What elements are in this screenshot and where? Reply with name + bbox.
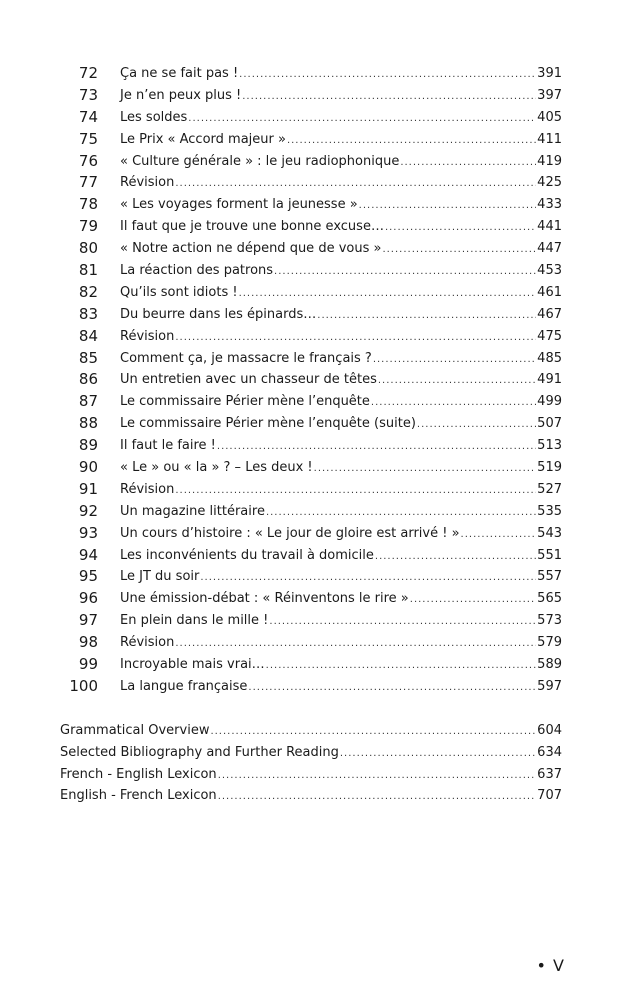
entry-title: Un cours d’histoire : « Le jour de gloire est arrivé ! »	[120, 525, 460, 541]
entry-page-number: 447	[537, 241, 562, 257]
dot-leader	[175, 633, 536, 655]
dot-leader	[188, 108, 536, 130]
entry-line	[120, 326, 562, 349]
dot-leader	[400, 152, 536, 174]
toc-entry[interactable]	[0, 566, 628, 588]
entry-line	[120, 545, 562, 568]
lesson-number: 99	[78, 655, 98, 674]
entry-line	[60, 764, 562, 787]
lesson-number: 98	[78, 633, 98, 652]
toc-entry[interactable]	[0, 238, 628, 260]
page-folio: • V	[536, 956, 565, 975]
dot-leader	[248, 677, 536, 699]
entry-line	[120, 63, 562, 86]
toc-entry[interactable]	[0, 129, 628, 151]
lesson-number: 88	[78, 414, 98, 433]
entry-line	[120, 413, 562, 436]
entry-page-number: 397	[537, 87, 562, 103]
entry-page-number: 467	[537, 306, 562, 322]
entry-title: Comment ça, je massacre le français ?	[120, 350, 372, 366]
entry-line	[120, 654, 562, 677]
entry-page-number: 441	[537, 219, 562, 235]
entry-line	[60, 720, 562, 743]
entry-line	[120, 610, 562, 633]
entry-page-number: 527	[537, 481, 562, 497]
toc-entry[interactable]	[0, 654, 628, 676]
table-of-contents	[0, 63, 628, 807]
entry-line	[120, 566, 562, 589]
entry-title: Révision	[120, 481, 175, 497]
lesson-number: 91	[78, 479, 98, 498]
dot-leader	[175, 480, 536, 502]
back-matter-entry[interactable]	[0, 764, 628, 786]
dot-leader	[378, 370, 536, 392]
dot-leader	[371, 392, 536, 414]
toc-entry[interactable]	[0, 588, 628, 610]
dot-leader	[175, 173, 536, 195]
entry-page-number: 513	[537, 438, 562, 454]
dot-leader	[239, 64, 536, 86]
entry-line	[120, 479, 562, 502]
lesson-number: 80	[78, 239, 98, 258]
entry-title: Les soldes	[120, 109, 188, 125]
dot-leader	[242, 86, 536, 108]
entry-title: Grammatical Overview	[60, 722, 210, 738]
entry-title: Ça ne se fait pas !	[120, 66, 239, 81]
toc-entry[interactable]	[0, 610, 628, 632]
toc-entry[interactable]	[0, 348, 628, 370]
entry-page-number: 461	[537, 284, 562, 300]
entry-line	[120, 238, 562, 261]
dot-leader	[359, 195, 537, 217]
back-matter-entry[interactable]	[0, 742, 628, 764]
dot-leader	[218, 765, 536, 787]
dot-leader	[461, 524, 537, 546]
dot-leader	[175, 327, 536, 349]
entry-page-number: 485	[537, 350, 562, 366]
lesson-number: 94	[78, 545, 98, 564]
lesson-number: 89	[78, 436, 98, 455]
lesson-number: 73	[78, 85, 98, 104]
dot-leader	[200, 567, 536, 589]
entry-title: Le commissaire Périer mène l’enquête	[120, 394, 370, 410]
dot-leader	[410, 589, 536, 611]
lesson-number: 92	[78, 501, 98, 520]
entry-line	[120, 369, 562, 392]
entry-title: Un magazine littéraire	[120, 503, 265, 519]
lesson-number: 97	[78, 611, 98, 630]
entry-title: Révision	[120, 328, 175, 344]
entry-title: « Notre action ne dépend que de vous »	[120, 241, 382, 257]
lesson-number: 90	[78, 458, 98, 477]
toc-entry[interactable]	[0, 479, 628, 501]
entry-line	[120, 457, 562, 480]
entry-line	[120, 435, 562, 458]
entry-title: Le Prix « Accord majeur »	[120, 131, 286, 147]
entry-page-number: 589	[537, 657, 562, 673]
dot-leader	[274, 261, 536, 283]
lesson-number: 95	[78, 567, 98, 586]
lesson-number: 72	[78, 64, 98, 82]
entry-page-number: 405	[537, 109, 562, 125]
toc-entry[interactable]	[0, 632, 628, 654]
entry-line	[120, 260, 562, 283]
toc-entry[interactable]	[0, 326, 628, 348]
lesson-number: 81	[78, 261, 98, 280]
toc-entry[interactable]	[0, 63, 628, 85]
back-matter-entry[interactable]	[0, 720, 628, 742]
entry-title: Révision	[120, 175, 175, 191]
entry-page-number: 519	[537, 460, 562, 476]
toc-entry[interactable]	[0, 282, 628, 304]
lesson-list	[0, 63, 628, 698]
entry-line	[120, 282, 562, 305]
lesson-number: 93	[78, 523, 98, 542]
lesson-number: 74	[78, 107, 98, 126]
entry-line	[120, 216, 562, 239]
dot-leader	[385, 217, 536, 239]
entry-line	[120, 172, 562, 195]
dot-leader	[218, 786, 536, 808]
entry-title: « Les voyages forment la jeunesse »	[120, 197, 358, 213]
entry-title: Qu’ils sont idiots !	[120, 284, 238, 300]
entry-page-number: 579	[537, 635, 562, 651]
entry-title: Je n’en peux plus !	[120, 87, 242, 103]
dot-leader	[373, 349, 536, 371]
dot-leader	[266, 655, 537, 677]
toc-entry[interactable]	[0, 304, 628, 326]
entry-line	[60, 742, 562, 765]
entry-title: Il faut que je trouve une bonne excuse…	[120, 219, 384, 235]
dot-leader	[382, 239, 536, 261]
entry-title: Le JT du soir	[120, 569, 200, 585]
entry-title: La réaction des patrons	[120, 263, 274, 279]
entry-page-number: 419	[537, 153, 562, 169]
entry-title: Selected Bibliography and Further Reading	[60, 744, 339, 760]
toc-entry[interactable]	[0, 391, 628, 413]
entry-title: En plein dans le mille !	[120, 613, 269, 629]
entry-title: « Le » ou « la » ? – Les deux !	[120, 460, 313, 476]
back-matter-entry[interactable]	[0, 785, 628, 807]
lesson-number: 96	[78, 589, 98, 608]
entry-line	[120, 129, 562, 152]
toc-entry[interactable]	[0, 369, 628, 391]
entry-page-number: 604	[537, 722, 562, 738]
entry-page-number: 425	[537, 175, 562, 191]
dot-leader	[314, 458, 537, 480]
entry-line	[120, 348, 562, 371]
entry-page-number: 453	[537, 263, 562, 279]
entry-line	[120, 588, 562, 611]
entry-title: Du beurre dans les épinards…	[120, 306, 317, 322]
entry-page-number: 573	[537, 613, 562, 629]
dot-leader	[269, 611, 536, 633]
dot-leader	[375, 546, 536, 568]
entry-title: Il faut le faire !	[120, 438, 216, 454]
entry-title: Un entretien avec un chasseur de têtes	[120, 372, 377, 388]
entry-page-number: 543	[537, 525, 562, 541]
lesson-number: 82	[78, 282, 98, 301]
toc-entry[interactable]	[0, 107, 628, 129]
entry-page-number: 565	[537, 591, 562, 607]
toc-entry[interactable]	[0, 151, 628, 173]
entry-line	[120, 107, 562, 130]
entry-title: « Culture générale » : le jeu radiophonique	[120, 153, 400, 169]
entry-line	[120, 151, 562, 174]
toc-entry[interactable]	[0, 172, 628, 194]
lesson-number: 87	[78, 392, 98, 411]
toc-entry[interactable]	[0, 194, 628, 216]
lesson-number: 84	[78, 326, 98, 345]
toc-entry[interactable]	[0, 413, 628, 435]
entry-line	[120, 676, 562, 699]
lesson-number: 100	[69, 676, 98, 695]
entry-page-number: 433	[537, 197, 562, 213]
entry-page-number: 411	[537, 131, 562, 147]
dot-leader	[317, 305, 536, 327]
entry-line	[120, 85, 562, 108]
dot-leader	[239, 283, 537, 305]
entry-title: French - English Lexicon	[60, 766, 217, 782]
lesson-number: 75	[78, 129, 98, 148]
lesson-number: 76	[78, 151, 98, 170]
entry-page-number: 551	[537, 547, 562, 563]
section-gap	[0, 698, 628, 720]
lesson-number: 86	[78, 370, 98, 389]
entry-line	[120, 304, 562, 327]
entry-page-number: 535	[537, 503, 562, 519]
entry-page-number: 499	[537, 394, 562, 410]
entry-line	[60, 785, 562, 808]
entry-title: English - French Lexicon	[60, 788, 217, 804]
dot-leader	[266, 502, 536, 524]
dot-leader	[287, 130, 536, 152]
toc-entry[interactable]	[0, 545, 628, 567]
dot-leader	[217, 436, 536, 458]
entry-page-number: 707	[537, 788, 562, 804]
toc-entry[interactable]	[0, 260, 628, 282]
toc-entry[interactable]	[0, 85, 628, 107]
lesson-number: 85	[78, 348, 98, 367]
toc-entry[interactable]	[0, 523, 628, 545]
dot-leader	[417, 414, 536, 436]
entry-line	[120, 194, 562, 217]
entry-title: Une émission-débat : « Réinventons le rire »	[120, 591, 409, 607]
entry-page-number: 475	[537, 328, 562, 344]
back-matter-list	[0, 720, 628, 808]
entry-page-number: 491	[537, 372, 562, 388]
toc-entry[interactable]	[0, 676, 628, 698]
dot-leader	[340, 743, 536, 765]
lesson-number: 79	[78, 217, 98, 236]
lesson-number: 78	[78, 195, 98, 214]
toc-entry[interactable]	[0, 216, 628, 238]
entry-title: Incroyable mais vrai…	[120, 657, 265, 673]
entry-page-number: 637	[537, 766, 562, 782]
entry-line	[120, 632, 562, 655]
entry-title: Le commissaire Périer mène l’enquête (suite)	[120, 416, 416, 432]
toc-entry[interactable]	[0, 435, 628, 457]
toc-entry[interactable]	[0, 501, 628, 523]
lesson-number: 77	[78, 173, 98, 192]
entry-page-number: 507	[537, 416, 562, 432]
entry-page-number: 634	[537, 744, 562, 760]
entry-line	[120, 391, 562, 414]
entry-page-number: 597	[537, 678, 562, 694]
lesson-number: 83	[78, 304, 98, 323]
entry-title: Révision	[120, 635, 175, 651]
dot-leader	[210, 721, 536, 743]
entry-title: La langue française	[120, 678, 248, 694]
entry-line	[120, 501, 562, 524]
entry-title: Les inconvénients du travail à domicile	[120, 547, 374, 563]
entry-page-number: 391	[537, 66, 562, 81]
toc-entry[interactable]	[0, 457, 628, 479]
entry-line	[120, 523, 562, 546]
entry-page-number: 557	[537, 569, 562, 585]
